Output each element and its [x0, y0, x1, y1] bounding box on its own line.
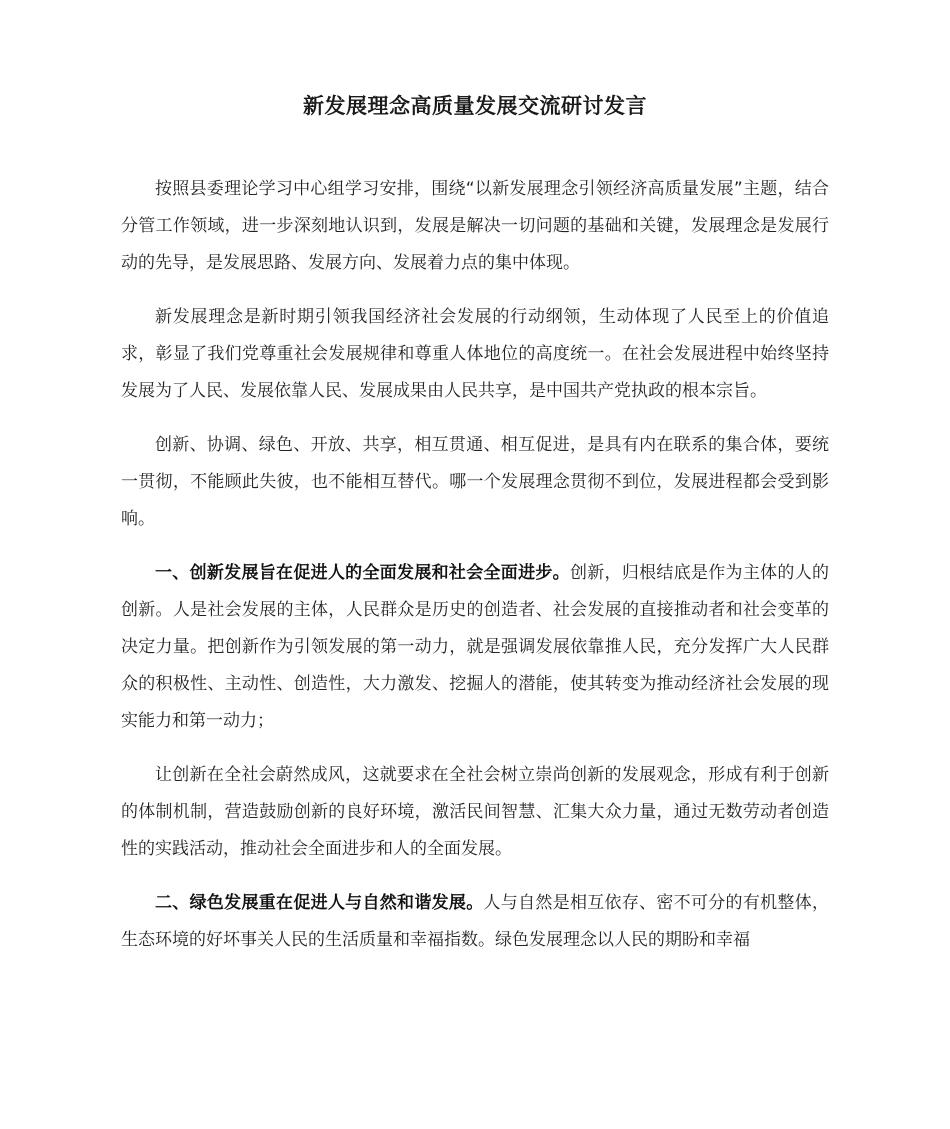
section-2-heading: 二、绿色发展重在促进人与自然和谐发展。 [155, 893, 484, 913]
paragraph-3-text: 创新、协调、绿色、开放、共享，相互贯通、相互促进，是具有内在联系的集合体，要统一贯彻，不能顾此失彼，也不能相互替代。哪一个发展理念贯彻不到位，发展进程都会受到影响。 [121, 435, 829, 529]
section-1-paragraph [121, 555, 829, 740]
paragraph-2 [121, 299, 829, 410]
paragraph-5-text: 让创新在全社会蔚然成风，这就要求在全社会树立崇尚创新的发展观念，形成有利于创新的体制机制，营造鼓励创新的良好环境，激活民间智慧、汇集大众力量，通过无数劳动者创造性的实践活动，推动社会全面进步和人的全面发展。 [121, 765, 829, 859]
paragraph-1 [121, 171, 829, 282]
section-2-text: 人与自然是相互依存、密不可分的有机整体，生态环境的好坏事关人民的生活质量和幸福指数。绿色发展理念以人民的期盼和幸福 [121, 893, 829, 950]
section-1-heading: 一、创新发展旨在促进人的全面发展和社会全面进步。 [155, 563, 570, 583]
document-title: 新发展理念高质量发展交流研讨发言 [303, 94, 647, 118]
section-1-text: 创新，归根结底是作为主体的人的创新。人是社会发展的主体，人民群众是历史的创造者、社会发展的直接推动者和社会变革的决定力量。把创新作为引领发展的第一动力，就是强调发展依靠推人民，充分发挥广大人民群众的积极性、主动性、创造性，大力激发、挖掘人的潜能，使其转变为推动经济社会发展的现实能力和第一动力； [121, 563, 830, 731]
section-2-paragraph [121, 885, 829, 959]
paragraph-3 [121, 427, 829, 538]
document-body [121, 171, 829, 976]
paragraph-5 [121, 757, 829, 868]
paragraph-2-text: 新发展理念是新时期引领我国经济社会发展的行动纲领，生动体现了人民至上的价值追求，彰显了我们党尊重社会发展规律和尊重人体地位的高度统一。在社会发展进程中始终坚持发展为了人民、发展依靠人民、发展成果由人民共享，是中国共产党执政的根本宗旨。 [121, 307, 829, 401]
paragraph-1-text: 按照县委理论学习中心组学习安排，围绕“以新发展理念引领经济高质量发展”主题，结合分管工作领域，进一步深刻地认识到，发展是解决一切问题的基础和关键，发展理念是发展行动的先导，是发展思路、发展方向、发展着力点的集中体现。 [121, 179, 829, 273]
